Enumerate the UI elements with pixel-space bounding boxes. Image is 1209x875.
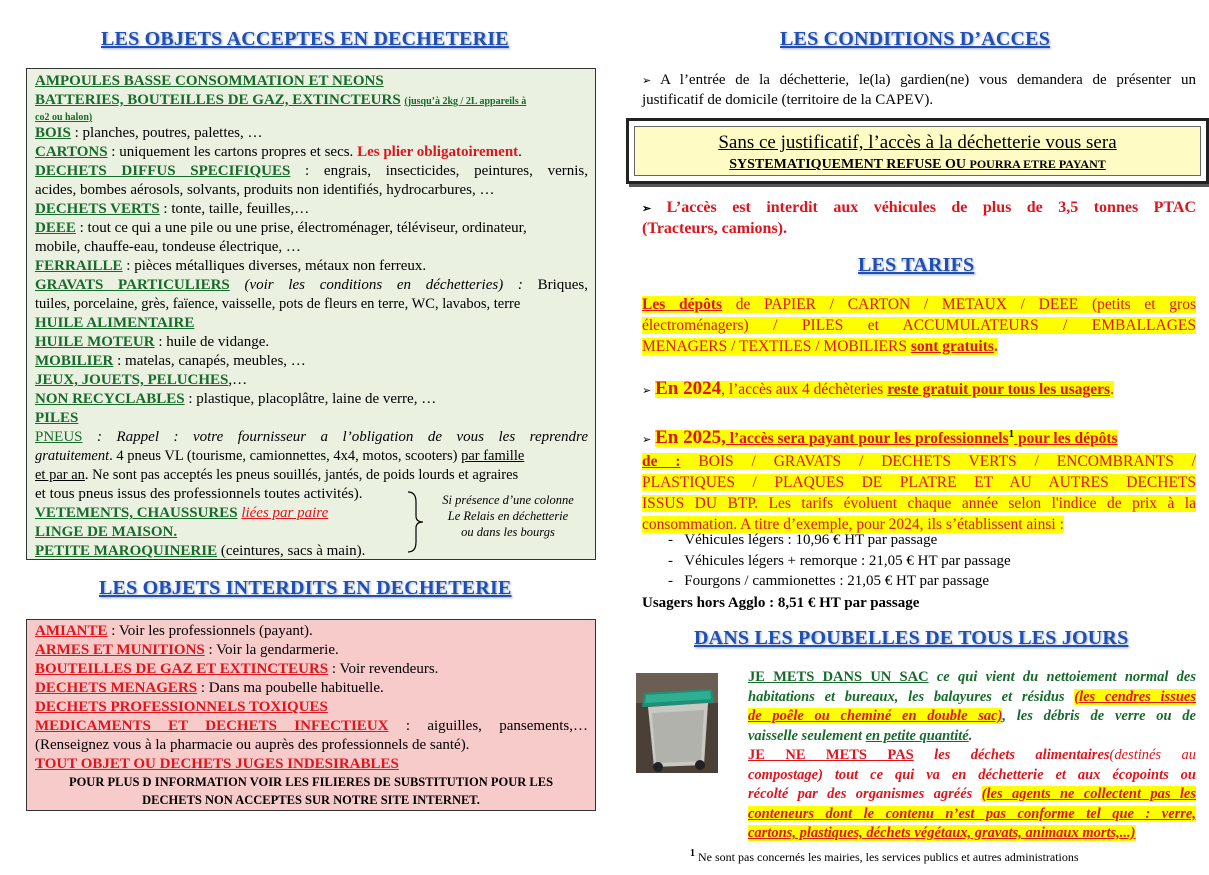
item-batteries-note: co2 ou halon) — [35, 112, 93, 123]
price-item: - Véhicules légers + remorque : 21,05 € HT par passage — [668, 552, 1011, 569]
price-list — [668, 530, 1011, 592]
item-pneus-cont3: et tous pneus issus des professionnels toutes activités). — [35, 486, 363, 502]
forbidden-bouteilles: BOUTEILLES DE GAZ ET EXTINCTEURS : Voir revendeurs. — [35, 661, 439, 677]
year-2025-line-e: consommation. A titre d’exemple, pour 2024, ils s’établissent ainsi : — [642, 516, 1064, 534]
item-pneus-cont1: gratuitement. 4 pneus VL (tourisme, camionnettes, 4x4, motos, scooters) par famille — [35, 448, 525, 464]
item-batteries: BATTERIES, BOUTEILLES DE GAZ, EXTINCTEURS (jusqu’à 2kg / 2L appareils à — [35, 92, 527, 108]
price-item: - Véhicules légers : 10,96 € HT par passage — [668, 532, 938, 548]
pas-line-d: conteneurs dont le contenu n’est pas conforme tel que : verre, — [748, 805, 1196, 822]
poubelles-title: DANS LES POUBELLES DE TOUS LES JOURS — [694, 627, 1129, 649]
price-item: - Fourgons / cammionettes : 21,05 € HT par passage — [668, 573, 990, 589]
sac-line-b: habitations et bureaux, les balayures et résidus (les cendres issues — [748, 688, 1196, 705]
item-huile-moteur: HUILE MOTEUR : huile de vidange. — [35, 334, 270, 350]
accepted-title: LES OBJETS ACCEPTES EN DECHETERIE — [101, 28, 509, 50]
item-vetements: VETEMENTS, CHAUSSURES liées par paire — [35, 505, 329, 521]
brace-icon — [406, 490, 426, 554]
forbidden-armes: ARMES ET MUNITIONS : Voir la gendarmerie. — [35, 642, 339, 658]
item-ferraille: FERRAILLE : pièces métalliques diverses, métaux non ferreux. — [35, 258, 427, 274]
sac-line-d: vaisselle seulement en petite quantité. — [748, 727, 973, 744]
sac-line-c: de poêle ou cheminé en double sac), les débris de verre ou de — [748, 708, 1196, 724]
forbidden-pro: DECHETS PROFESSIONNELS TOXIQUES — [35, 699, 328, 715]
item-mobilier: MOBILIER : matelas, canapés, meubles, … — [35, 353, 306, 369]
arrow-icon: ➢ — [642, 203, 652, 215]
forbidden-tout: TOUT OBJET OU DECHETS JUGES INDESIRABLES — [35, 756, 399, 772]
year-2025-line-c: PLASTIQUES / PLAQUES DE PLATRE ET AU AUTRES DECHETS — [642, 474, 1196, 492]
item-linge: LINGE DE MAISON. — [35, 524, 178, 540]
item-piles: PILES — [35, 410, 79, 426]
sac-line-a: JE METS DANS UN SAC ce qui vient du nettoiement normal des — [748, 669, 1196, 685]
forbidden-title: LES OBJETS INTERDITS EN DECHETERIE — [99, 577, 512, 599]
year-2025-line-b: de : BOIS / GRAVATS / DECHETS VERTS / ENCOMBRANTS / — [642, 453, 1196, 471]
year-2024: ➢ En 2024, l’accès aux 4 déchèteries reste gratuit pour tous les usagers. — [642, 378, 1114, 399]
depots-line-c: MENAGERS / TEXTILES / MOBILIERS sont gratuits. — [642, 338, 998, 355]
item-cartons: CARTONS : uniquement les cartons propres et secs. Les plier obligatoirement. — [35, 144, 522, 160]
bin-photo — [636, 673, 718, 773]
warning-line-1: Sans ce justificatif, l’accès à la déchetterie vous sera — [718, 132, 1117, 153]
arrow-icon: ➢ — [642, 385, 652, 397]
forbidden-medic-cont: (Renseignez vous à la pharmacie ou auprès des professionnels de santé). — [35, 737, 470, 753]
forbidden-info: POUR PLUS D INFORMATION VOIR LES FILIERES DE SUBSTITUTION POUR LES DECHETS NON ACCEPTES SUR NOTRE SITE INTERNET. — [68, 775, 554, 807]
item-deee-cont: mobile, chauffe-eau, tondeuse électrique, … — [35, 239, 301, 255]
item-maroquinerie: PETITE MAROQUINERIE (ceintures, sacs à main). — [35, 543, 366, 559]
vehicle-limit-a: ➢ L’accès est interdit aux véhicules de plus de 3,5 tonnes PTAC — [642, 199, 1196, 216]
vehicle-limit-b: (Tracteurs, camions). — [642, 220, 787, 237]
depots-line-b: électroménagers) / PILES et ACCUMULATEURS / EMBALLAGES — [642, 317, 1196, 334]
tarifs-title: LES TARIFS — [858, 254, 975, 276]
trash-bin-icon — [636, 673, 718, 773]
forbidden-amiante: AMIANTE : Voir les professionnels (payant). — [35, 623, 313, 639]
item-pneus-cont2: et par an. Ne sont pas acceptés les pneus souillés, jantés, de poids lourds et agraires — [35, 467, 519, 483]
item-dds: DECHETS DIFFUS SPECIFIQUES : engrais, insecticides, peintures, vernis, — [35, 163, 588, 179]
item-gravats: GRAVATS PARTICULIERS (voir les conditions en déchetteries) : Briques, — [35, 277, 588, 293]
pas-line-c: récolté par des organismes agréés (les agents ne collectent pas les — [748, 786, 1196, 802]
arrow-icon: ➢ — [642, 75, 652, 87]
item-bois: BOIS : planches, poutres, palettes, … — [35, 125, 263, 141]
item-pneus: PNEUS : Rappel : votre fournisseur a l’obligation de vous les reprendre — [35, 429, 588, 445]
pas-block — [748, 746, 1196, 844]
item-deee: DEEE : tout ce qui a une pile ou une prise, électroménager, téléviseur, ordinateur, — [35, 220, 527, 236]
warning-box — [626, 118, 1209, 184]
sac-block — [748, 668, 1196, 746]
footnote: $^1$ Ne sont pas concernés les mairies, les services publics et autres administrations — [690, 848, 1079, 864]
forbidden-medic: MEDICAMENTS ET DECHETS INFECTIEUX : aiguilles, pansements,… — [35, 718, 588, 734]
item-huile-alim: HUILE ALIMENTAIRE — [35, 315, 195, 331]
item-verts: DECHETS VERTS : tonte, taille, feuilles,… — [35, 201, 310, 217]
hors-agglo: Usagers hors Agglo : 8,51 € HT par passage — [642, 595, 920, 611]
item-jeux: JEUX, JOUETS, PELUCHES,… — [35, 372, 248, 388]
item-dds-cont: acides, bombes aérosols, solvants, produits non identifiés, hydrocarbures, … — [35, 182, 495, 198]
pas-line-e: cartons, plastiques, déchets végétaux, gravats, animaux morts,...) — [748, 825, 1136, 841]
warning-line-2: SYSTEMATIQUEMENT REFUSE OU POURRA ETRE PAYANT — [729, 157, 1106, 172]
pas-line-a: JE NE METS PAS les déchets alimentaires(destinés au — [748, 747, 1196, 763]
conditions-text-b: justificatif de domicile (territoire de la CAPEV). — [642, 92, 934, 108]
year-2025-line-d: ISSUS DU BTP. Les tarifs évoluent chaque année selon l'indice de prix à la — [642, 495, 1196, 513]
forbidden-menagers: DECHETS MENAGERS : Dans ma poubelle habituelle. — [35, 680, 384, 696]
year-2025-block — [642, 424, 1196, 535]
item-gravats-cont: tuiles, porcelaine, grès, faïence, vaisselle, pots de fleurs en terre, WC, lavabos, terre — [35, 296, 521, 312]
item-nonrecy: NON RECYCLABLES : plastique, placoplâtre, laine de verre, … — [35, 391, 437, 407]
year-2025-line-a: ➢ En 2025, l’accès sera payant pour les professionnels$^1$ pour les dépôts — [642, 427, 1118, 449]
arrow-icon: ➢ — [642, 434, 652, 447]
depots-block — [642, 294, 1196, 357]
conditions-title: LES CONDITIONS D’ACCES — [780, 28, 1051, 50]
pas-line-b: compostage) tout ce qui va en déchetterie et aux écopoints ou — [748, 766, 1196, 783]
conditions-text-a: ➢ A l’entrée de la déchetterie, le(la) gardien(ne) vous demandera de présenter un — [642, 72, 1196, 88]
depots-line-a: Les dépôts de PAPIER / CARTON / METAUX / DEEE (petits et gros — [642, 296, 1196, 313]
item-ampoules: AMPOULES BASSE CONSOMMATION ET NEONS — [35, 73, 384, 89]
relais-note: Si présence d’une colonne Le Relais en déchetterie ou dans les bourgs — [442, 493, 574, 539]
